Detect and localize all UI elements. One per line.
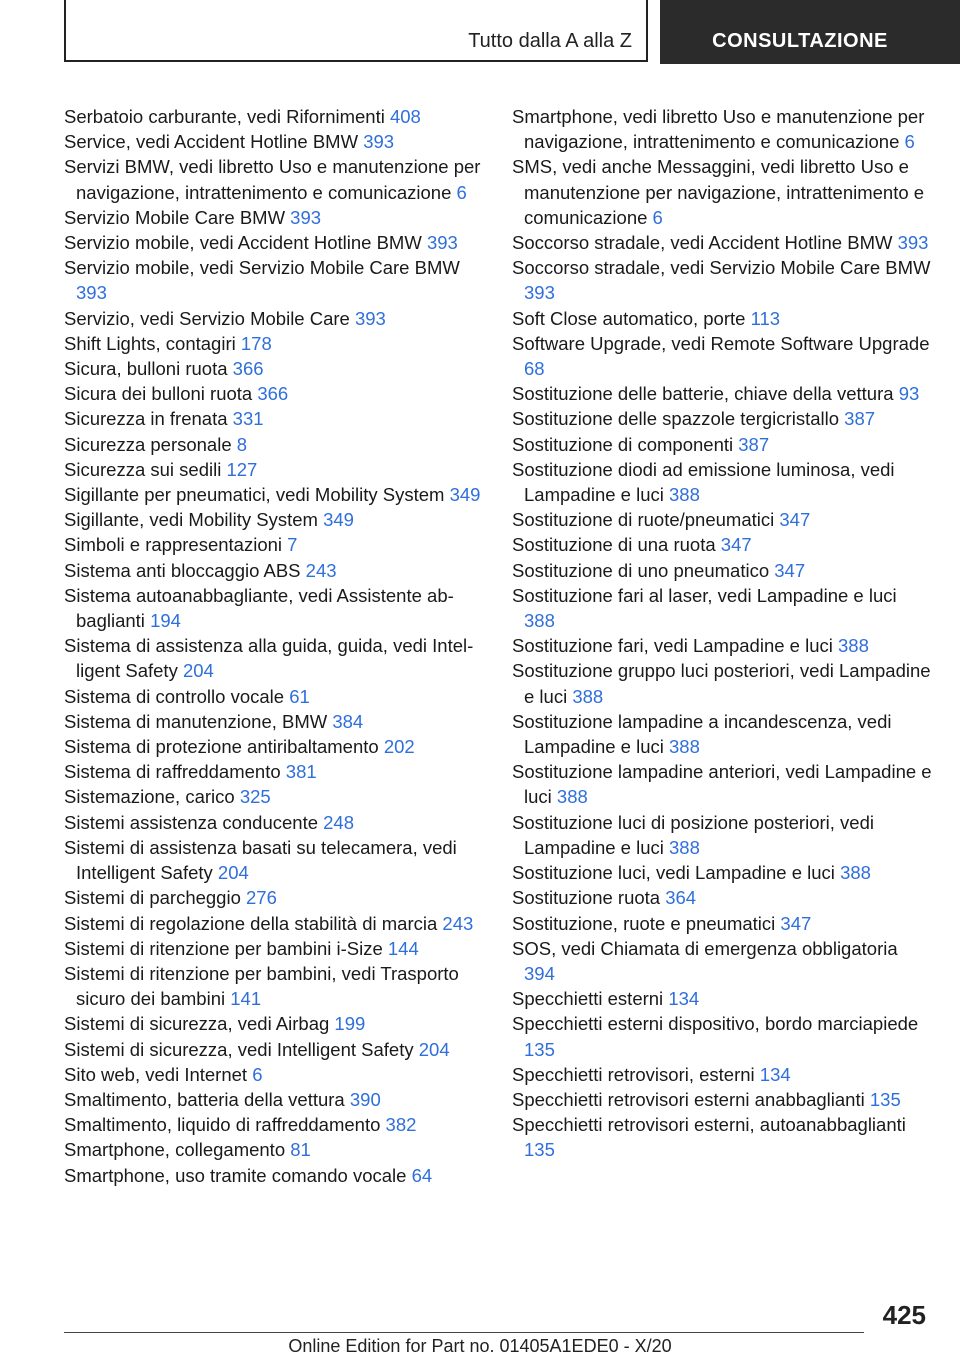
- page-number: 425: [882, 1300, 926, 1330]
- page-reference-link[interactable]: 331: [232, 408, 264, 430]
- index-entry: [512, 381, 932, 406]
- index-term: Sostituzione luci di posizione posteriori, vedi Lampadine e luci: [512, 811, 874, 858]
- page-reference-link[interactable]: 61: [289, 685, 310, 707]
- page-reference-link[interactable]: 393: [76, 282, 107, 304]
- chapter-title: CONSULTAZIONE: [712, 30, 888, 52]
- index-term: Sostituzione lampadine anteriori, vedi Lampadine e luci: [512, 761, 932, 808]
- index-term: Servizio mobile, vedi Accident Hotline BMW: [64, 232, 422, 254]
- page-reference-link[interactable]: 384: [332, 710, 364, 732]
- index-entry: [64, 810, 484, 835]
- index-term: Specchietti retrovisori esterni anabbaglianti: [512, 1088, 865, 1110]
- page-reference-link[interactable]: 393: [354, 307, 386, 329]
- index-entry: [64, 154, 484, 204]
- page-reference-link[interactable]: 325: [239, 786, 271, 808]
- page-reference-link[interactable]: 127: [226, 458, 258, 480]
- index-entry: [64, 633, 484, 683]
- page-reference-link[interactable]: 388: [572, 685, 604, 707]
- page-reference-link[interactable]: 347: [774, 559, 806, 581]
- page-reference-link[interactable]: 387: [738, 433, 770, 455]
- index-term: Sistemi di parcheggio: [64, 887, 241, 909]
- index-term: Sostituzione di uno pneumatico: [512, 559, 770, 581]
- index-term: Servizi BMW, vedi libretto Uso e manutenzione per navigazione, intrattenimento e comunicazione: [64, 156, 481, 203]
- page-reference-link[interactable]: 6: [456, 181, 467, 203]
- page-reference-link[interactable]: 388: [669, 484, 700, 506]
- index-entry: [512, 986, 932, 1011]
- index-term: Sistemi di assistenza basati su telecamera, vedi Intelligent Safety: [64, 836, 457, 884]
- index-term: Sistema di raffreddamento: [64, 761, 281, 783]
- index-entry: [512, 860, 932, 885]
- page-reference-link[interactable]: 390: [349, 1088, 381, 1110]
- index-term: Servizio Mobile Care BMW: [64, 206, 286, 228]
- index-term: Sistemi di ritenzione per bambini i-Size: [64, 937, 383, 959]
- page-reference-link[interactable]: 81: [290, 1139, 311, 1161]
- index-term: Sostituzione delle batterie, chiave della vettura: [512, 383, 894, 405]
- index-entry: [64, 1163, 484, 1188]
- index-term: Sistemi di regolazione della stabilità di marcia: [64, 912, 438, 934]
- page-reference-link[interactable]: 68: [524, 358, 545, 380]
- index-term: Service, vedi Accident Hotline BMW: [64, 131, 359, 153]
- index-term: Sistemi assistenza conducente: [64, 811, 318, 833]
- index-term: Sistema anti bloccaggio ABS: [64, 559, 301, 581]
- index-entry: [512, 1062, 932, 1087]
- index-term: Soccorso stradale, vedi Servizio Mobile Care BMW: [512, 257, 931, 279]
- page-reference-link[interactable]: 408: [389, 106, 421, 127]
- index-entry: [512, 558, 932, 583]
- page-reference-link[interactable]: 7: [287, 534, 298, 556]
- index-entry: [64, 885, 484, 910]
- index-term: Sistema autoanabbagliante, vedi Assistente abbaglianti: [64, 584, 454, 632]
- index-entry: [64, 331, 484, 356]
- page-reference-link[interactable]: 388: [669, 736, 700, 758]
- page-reference-link[interactable]: 8: [236, 433, 248, 455]
- index-term: Sicura, bulloni ruota: [64, 358, 228, 380]
- index-entry: [64, 406, 484, 431]
- index-entry: [512, 658, 932, 708]
- page-reference-link[interactable]: 243: [305, 559, 337, 581]
- index-term: Serbatoio carburante, vedi Rifornimenti: [64, 106, 385, 127]
- index-entry: [64, 1062, 484, 1087]
- page-reference-link[interactable]: 144: [387, 937, 419, 959]
- index-term: Sito web, vedi Internet: [64, 1063, 248, 1085]
- index-entry: [64, 1137, 484, 1162]
- index-term: Software Upgrade, vedi Remote Software Upgrade: [512, 332, 930, 354]
- index-term: Sistema di controllo vocale: [64, 685, 285, 707]
- index-entry: [64, 784, 484, 809]
- page-reference-link[interactable]: 388: [838, 635, 869, 657]
- index-entry: [64, 911, 484, 936]
- index-term: Sistemi di sicurezza, vedi Intelligent Safety: [64, 1038, 414, 1060]
- index-entry: [64, 482, 484, 507]
- page-reference-link[interactable]: 248: [323, 811, 355, 833]
- page-reference-link[interactable]: 347: [779, 509, 811, 531]
- page-reference-link[interactable]: 6: [904, 131, 915, 153]
- page-reference-link[interactable]: 366: [257, 383, 289, 405]
- index-term: Sostituzione luci, vedi Lampadine e luci: [512, 862, 835, 884]
- index-entry: [64, 255, 484, 305]
- index-entry: [512, 709, 932, 759]
- page-reference-link[interactable]: 204: [217, 862, 249, 884]
- index-entry: [512, 255, 932, 305]
- index-term: Smartphone, uso tramite comando vocale: [64, 1164, 407, 1186]
- index-entry: [64, 684, 484, 709]
- index-term: Sicurezza personale: [64, 433, 232, 455]
- index-term: Sostituzione fari, vedi Lampadine e luci: [512, 635, 833, 657]
- index-entry: [64, 205, 484, 230]
- page-reference-link[interactable]: 204: [182, 660, 214, 682]
- index-term: Sistemi di ritenzione per bambini, vedi Trasporto sicuro dei bambini: [64, 962, 459, 1010]
- index-term: Shift Lights, contagiri: [64, 332, 236, 354]
- index-entry: [64, 230, 484, 255]
- index-entry: [64, 709, 484, 734]
- index-entry: [64, 936, 484, 961]
- index-entry: [512, 154, 932, 230]
- page-reference-link[interactable]: 393: [897, 232, 929, 254]
- index-term: Smaltimento, liquido di raffreddamento: [64, 1114, 381, 1136]
- index-entry: [512, 759, 932, 809]
- index-term: Sicura dei bulloni ruota: [64, 383, 253, 405]
- page-reference-link[interactable]: 381: [285, 761, 317, 783]
- index-term: Sostituzione gruppo luci posteriori, vedi Lampadine e luci: [512, 660, 931, 707]
- index-term: Sicurezza in frenata: [64, 408, 228, 430]
- page-reference-link[interactable]: 134: [668, 988, 700, 1010]
- index-term: Smartphone, vedi libretto Uso e manutenzione per navigazione, intrattenimento e comunicazione: [512, 106, 925, 153]
- index-entry: [512, 885, 932, 910]
- page-reference-link[interactable]: 135: [869, 1088, 901, 1110]
- index-entry: [64, 734, 484, 759]
- index-entry: [512, 331, 932, 381]
- index-term: Sostituzione, ruote e pneumatici: [512, 912, 776, 934]
- page-reference-link[interactable]: 388: [556, 786, 588, 808]
- page-reference-link[interactable]: 366: [232, 358, 264, 380]
- index-term: SOS, vedi Chiamata di emergenza obbligatoria: [512, 937, 898, 959]
- footer-divider: [64, 1332, 864, 1333]
- index-term: Servizio, vedi Servizio Mobile Care: [64, 307, 350, 329]
- page-reference-link[interactable]: 113: [750, 307, 781, 329]
- index-entry: [64, 432, 484, 457]
- page-reference-link[interactable]: 141: [230, 988, 262, 1010]
- index-term: Sicurezza sui sedili: [64, 458, 222, 480]
- index-entry: [64, 1011, 484, 1036]
- page-reference-link[interactable]: 382: [385, 1114, 417, 1136]
- index-term: Specchietti retrovisori esterni, autoanabbaglianti: [512, 1114, 906, 1136]
- index-term: Sostituzione di componenti: [512, 433, 734, 455]
- page-reference-link[interactable]: 394: [524, 962, 555, 984]
- page-reference-link[interactable]: 204: [418, 1038, 450, 1060]
- page-reference-link[interactable]: 347: [720, 534, 752, 556]
- page-reference-link[interactable]: 393: [524, 282, 555, 304]
- index-entry: [64, 129, 484, 154]
- index-term: Soccorso stradale, vedi Accident Hotline BMW: [512, 232, 893, 254]
- page-reference-link[interactable]: 135: [524, 1139, 555, 1161]
- index-entry: [64, 104, 484, 129]
- index-entry: [512, 810, 932, 860]
- index-entry: [64, 558, 484, 583]
- page-reference-link[interactable]: 388: [669, 836, 700, 858]
- footer-edition-text: Online Edition for Part no. 01405A1EDE0 - X/20: [288, 1336, 672, 1356]
- index-entry: [64, 532, 484, 557]
- index-term: Sistemi di sicurezza, vedi Airbag: [64, 1013, 330, 1035]
- page-reference-link[interactable]: 349: [323, 509, 354, 531]
- index-term: Sostituzione delle spazzole tergicristallo: [512, 408, 840, 430]
- index-entry: [512, 583, 932, 633]
- index-entry: [64, 356, 484, 381]
- index-entry: [512, 532, 932, 557]
- page-reference-link[interactable]: 6: [652, 206, 663, 228]
- page-reference-link[interactable]: 349: [449, 484, 481, 506]
- index-entry: [512, 1112, 932, 1162]
- page-reference-link[interactable]: 243: [442, 912, 474, 934]
- page-reference-link[interactable]: 347: [780, 912, 812, 934]
- page-reference-link[interactable]: 393: [426, 232, 458, 254]
- index-term: SMS, vedi anche Messaggini, vedi libretto Uso e manutenzione per navigazione, intrattenimento e comunicazione: [512, 156, 925, 228]
- page-reference-link[interactable]: 393: [363, 131, 395, 153]
- page-reference-link[interactable]: 178: [240, 332, 272, 354]
- index-entry: [64, 835, 484, 885]
- page-reference-link[interactable]: 64: [411, 1164, 433, 1186]
- index-entry: [64, 1087, 484, 1112]
- index-term: Sistema di protezione antiribaltamento: [64, 736, 379, 758]
- index-column-left: [64, 104, 484, 1188]
- index-term: Servizio mobile, vedi Servizio Mobile Care BMW: [64, 257, 460, 279]
- page-reference-link[interactable]: 393: [290, 206, 322, 228]
- index-term: Specchietti esterni dispositivo, bordo marciapiede: [512, 1013, 919, 1035]
- page-reference-link[interactable]: 135: [524, 1038, 555, 1060]
- page-reference-link[interactable]: 6: [252, 1063, 263, 1085]
- index-column-right: [512, 104, 932, 1163]
- section-title: Tutto dalla A alla Z: [468, 30, 632, 52]
- index-entry: [512, 633, 932, 658]
- index-term: Specchietti retrovisori, esterni: [512, 1063, 755, 1085]
- index-entry: [64, 1112, 484, 1137]
- index-term: Sigillante per pneumatici, vedi Mobility System: [64, 484, 445, 506]
- page-reference-link[interactable]: 387: [844, 408, 876, 430]
- index-entry: [512, 457, 932, 507]
- index-entry: [512, 911, 932, 936]
- index-entry: [64, 507, 484, 532]
- index-entry: [64, 759, 484, 784]
- index-term: Sostituzione diodi ad emissione luminosa, vedi Lampadine e luci: [512, 458, 895, 506]
- index-entry: [512, 230, 932, 255]
- page-reference-link[interactable]: 93: [898, 383, 920, 405]
- index-term: Simboli e rappresentazioni: [64, 534, 283, 556]
- page-reference-link[interactable]: 388: [840, 862, 871, 884]
- index-term: Smaltimento, batteria della vettura: [64, 1088, 345, 1110]
- page-reference-link[interactable]: 199: [334, 1013, 366, 1035]
- index-entry: [64, 457, 484, 482]
- index-term: Sigillante, vedi Mobility System: [64, 509, 318, 531]
- index-entry: [512, 507, 932, 532]
- index-entry: [64, 1037, 484, 1062]
- header-left-tab: [64, 0, 648, 62]
- index-entry: [512, 104, 932, 154]
- page-reference-link[interactable]: 364: [665, 887, 697, 909]
- page-reference-link[interactable]: 134: [759, 1063, 791, 1085]
- index-term: Soft Close automatico, porte: [512, 307, 746, 329]
- index-term: Sostituzione ruota: [512, 887, 661, 909]
- page-reference-link[interactable]: 276: [246, 887, 277, 909]
- index-entry: [64, 306, 484, 331]
- index-term: Sistema di manutenzione, BMW: [64, 710, 328, 732]
- index-term: Sostituzione di una ruota: [512, 534, 716, 556]
- page-reference-link[interactable]: 388: [524, 610, 555, 632]
- index-entry: [64, 583, 484, 633]
- index-entry: [512, 432, 932, 457]
- index-term: Sistema di assistenza alla guida, guida, vedi Intelligent Safety: [64, 635, 474, 682]
- index-term: Specchietti esterni: [512, 988, 664, 1010]
- index-entry: [512, 406, 932, 431]
- page-reference-link[interactable]: 194: [150, 610, 181, 632]
- index-term: Sostituzione lampadine a incandescenza, vedi Lampadine e luci: [512, 710, 892, 758]
- index-entry: [512, 1087, 932, 1112]
- index-entry: [64, 381, 484, 406]
- chapter-tab: [660, 0, 960, 64]
- index-entry: [512, 936, 932, 986]
- index-entry: [64, 961, 484, 1011]
- page-reference-link[interactable]: 202: [383, 736, 415, 758]
- index-term: Sistemazione, carico: [64, 786, 235, 808]
- index-entry: [512, 1011, 932, 1061]
- index-entry: [512, 306, 932, 331]
- index-term: Sostituzione fari al laser, vedi Lampadine e luci: [512, 584, 897, 606]
- index-term: Sostituzione di ruote/pneumatici: [512, 509, 775, 531]
- index-term: Smartphone, collegamento: [64, 1139, 286, 1161]
